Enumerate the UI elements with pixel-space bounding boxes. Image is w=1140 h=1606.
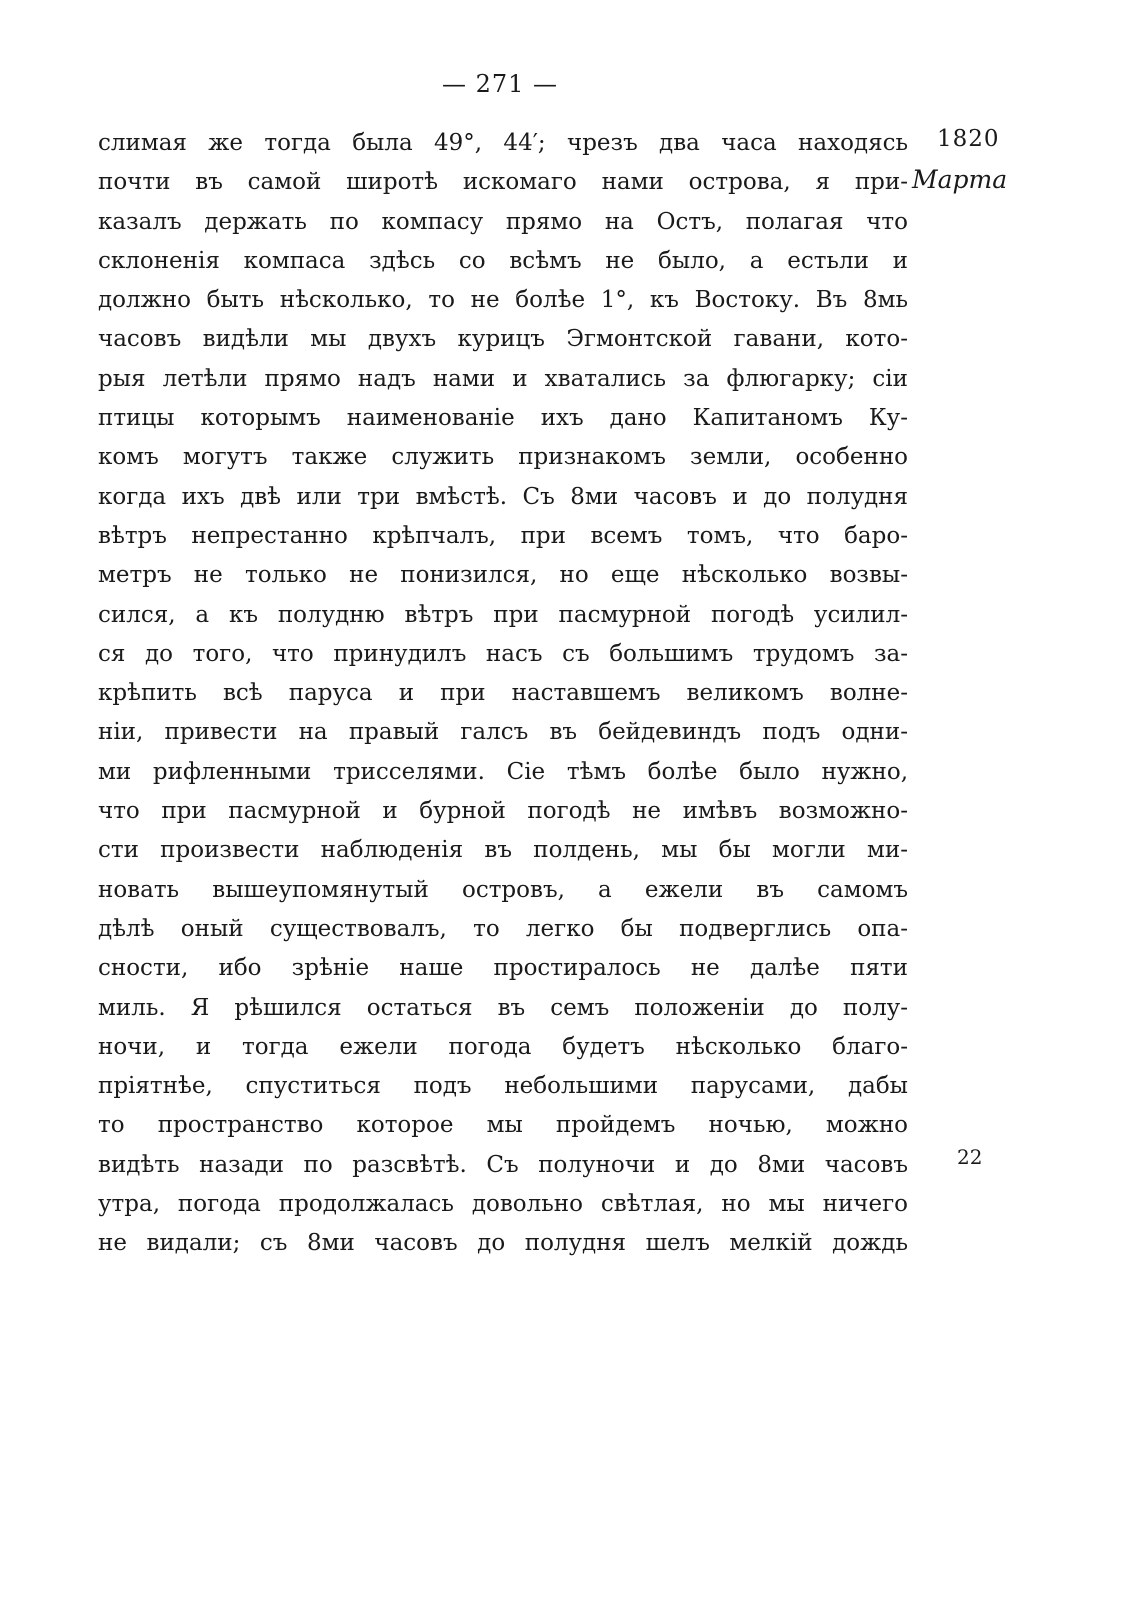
margin-day: 22 [957,1145,983,1169]
text-line: новать вышеупомянутый островъ, а ежели въ самомъ [98,876,908,903]
text-line: ми рифленными трисселями. Сіе тѣмъ болѣе было нужно, [98,758,908,785]
text-line: сности, ибо зрѣніе наше простиралось не далѣе пяти [98,955,908,982]
text-line: сился, а къ полудню вѣтръ при пасмурной погодѣ усилил- [98,601,908,628]
text-line: утра, погода продолжалась довольно свѣтлая, но мы ничего [98,1191,908,1218]
text-line: птицы которымъ наименованіе ихъ дано Капитаномъ Ку- [98,405,908,432]
margin-month: Марта [912,165,1008,194]
text-line: вѣтръ непрестанно крѣпчалъ, при всемъ томъ, что баро- [98,522,908,549]
text-line: миль. Я рѣшился остаться въ семъ положеніи до полу- [98,994,908,1021]
text-line: ся до того, что принудилъ насъ съ большимъ трудомъ за- [98,640,908,667]
text-line: ночи, и тогда ежели погода будетъ нѣсколько благо- [98,1033,908,1060]
text-line: то пространство которое мы пройдемъ ночью, можно [98,1112,908,1139]
body-text [98,124,908,1264]
text-line: когда ихъ двѣ или три вмѣстѣ. Съ 8ми часовъ и до полудня [98,483,908,510]
page-number: — 271 — [441,70,559,98]
text-line: что при пасмурной и бурной погодѣ не имѣвъ возможно- [98,798,908,825]
text-line: метръ не только не понизился, но еще нѣсколько возвы- [98,562,908,589]
text-line: должно быть нѣсколько, то не болѣе 1°, къ Востоку. Въ 8мь [98,287,908,314]
text-line: дѣлѣ оный существовалъ, то легко бы подверглись опа- [98,915,908,942]
text-line: слимая же тогда была 49°, 44′; чрезъ два часа находясь [98,130,908,156]
text-line: ніи, привести на правый галсъ въ бейдевиндъ подъ одни- [98,719,908,746]
text-line: почти въ самой широтѣ искомаго нами острова, я при- [98,169,908,196]
text-line: склоненія компаса здѣсь со всѣмъ не было, а естьли и [98,247,908,274]
margin-year: 1820 [937,126,1000,152]
text-line: рыя летѣли прямо надъ нами и хватались за флюгарку; сіи [98,365,908,392]
text-line: комъ могутъ также служить признакомъ земли, особенно [98,444,908,471]
text-line: часовъ видѣли мы двухъ курицъ Эгмонтской гавани, кото- [98,326,908,353]
text-line: крѣпить всѣ паруса и при наставшемъ великомъ волне- [98,680,908,707]
text-line: видѣть назади по разсвѣтѣ. Съ полуночи и до 8ми часовъ [98,1151,908,1178]
text-line: сти произвести наблюденія въ полдень, мы бы могли ми- [98,837,908,864]
text-line: пріятнѣе, спуститься подъ небольшими парусами, дабы [98,1073,908,1100]
text-line: не видали; съ 8ми часовъ до полудня шелъ мелкій дождь [98,1230,908,1257]
text-line: казалъ держать по компасу прямо на Остъ, полагая что [98,208,908,235]
